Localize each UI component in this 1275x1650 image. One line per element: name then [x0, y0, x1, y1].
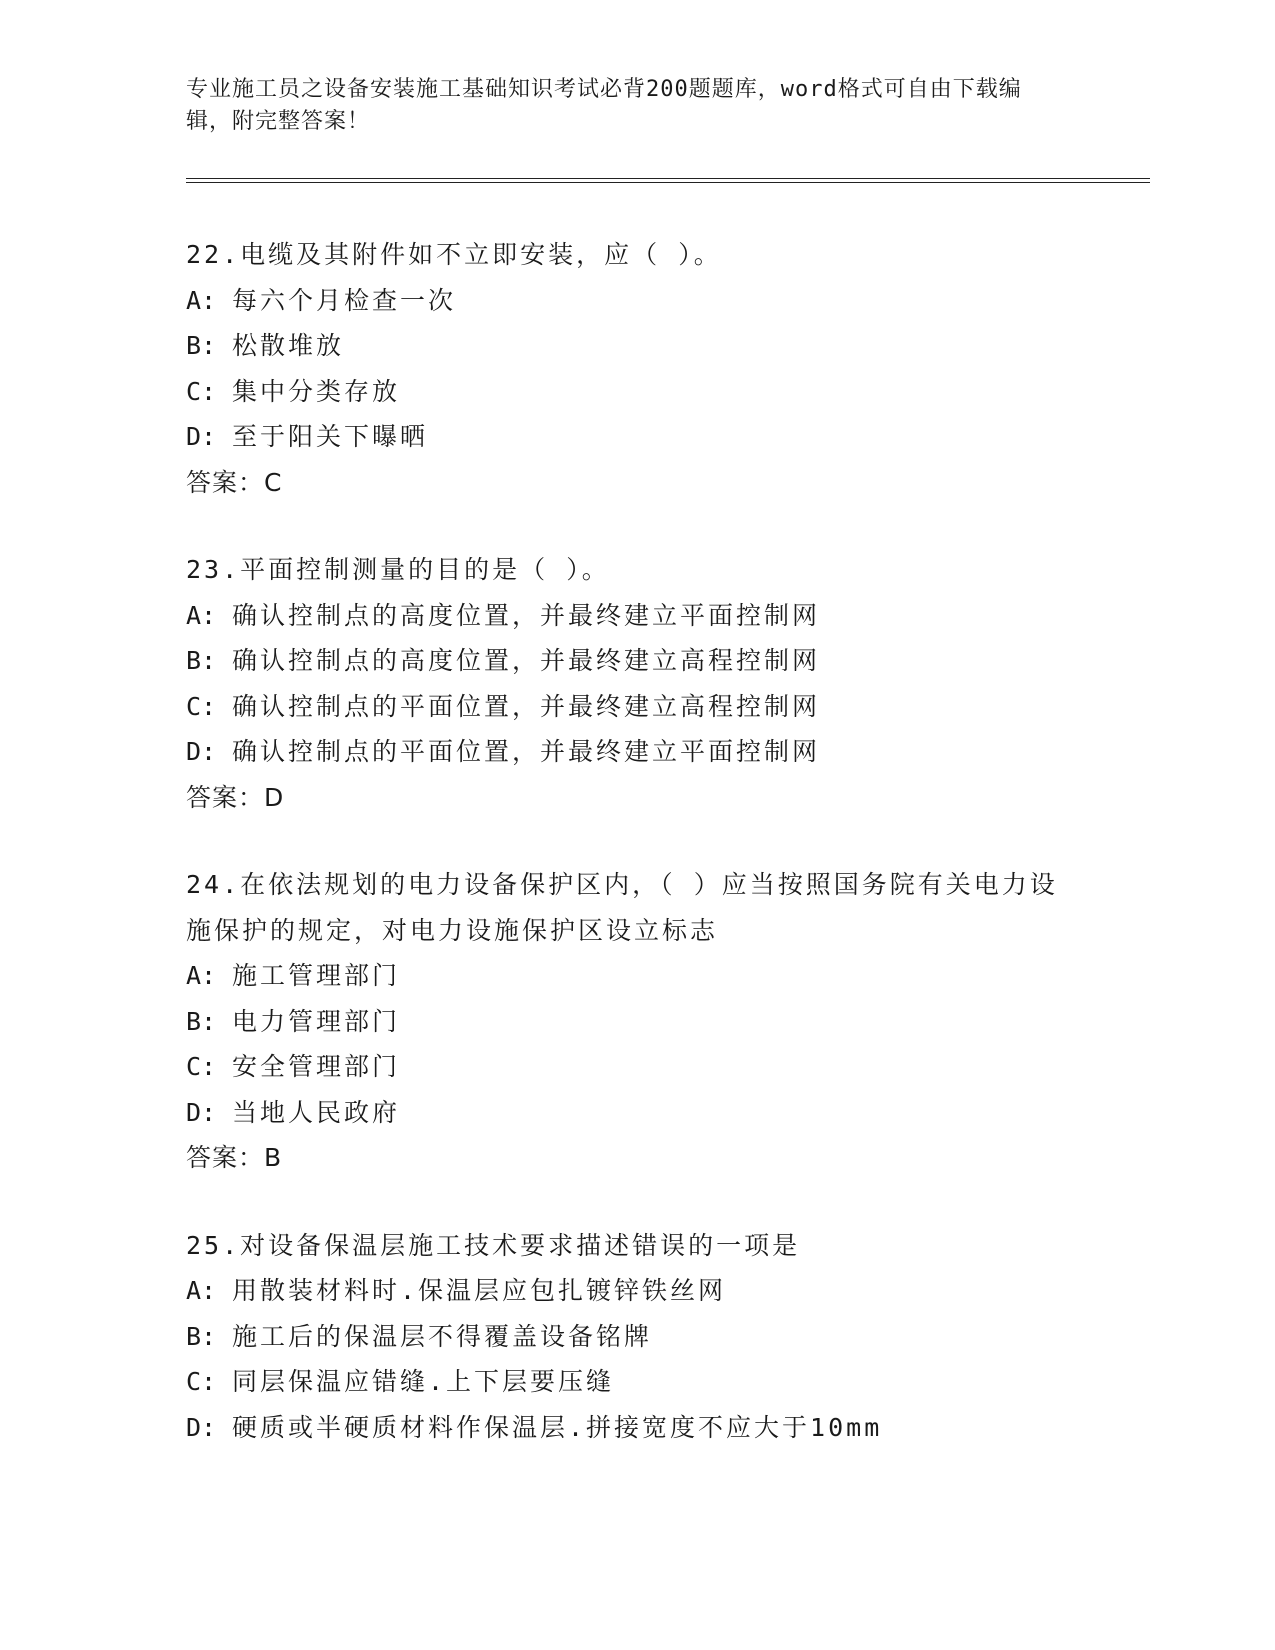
- option-c: [186, 369, 1086, 415]
- option-a: [186, 593, 1086, 639]
- answer-line: 答案：B: [186, 1143, 283, 1172]
- option-c: [186, 1359, 1086, 1405]
- question-stem: 25.对设备保温层施工技术要求描述错误的一项是: [186, 1230, 801, 1260]
- option-key: B:: [186, 1321, 217, 1351]
- option-key: C:: [186, 691, 217, 721]
- header-divider-bottom: [186, 182, 1150, 183]
- option-text: 安全管理部门: [232, 1052, 401, 1081]
- option-text: 同层保温应错缝.上下层要压缝: [232, 1367, 615, 1396]
- question-stem: 23.平面控制测量的目的是（ ）。: [186, 555, 610, 584]
- option-key: D:: [186, 737, 217, 766]
- question-24: [186, 862, 1086, 1181]
- option-d: [186, 1405, 1086, 1451]
- option-b: [186, 323, 1086, 369]
- option-text: 电力管理部门: [232, 1006, 401, 1036]
- option-text: 当地人民政府: [232, 1097, 401, 1127]
- option-d: [186, 729, 1086, 775]
- option-a: [186, 278, 1086, 324]
- answer-line: 答案：C: [186, 467, 283, 497]
- option-key: B:: [186, 646, 217, 675]
- option-key: C:: [186, 376, 217, 406]
- question-25: [186, 1223, 1086, 1451]
- option-text: 确认控制点的平面位置，并最终建立平面控制网: [232, 737, 821, 766]
- option-key: D:: [186, 422, 217, 451]
- option-key: C:: [186, 1367, 217, 1396]
- option-text: 集中分类存放: [232, 376, 401, 406]
- option-text: 确认控制点的高度位置，并最终建立平面控制网: [232, 600, 821, 630]
- option-a: [186, 1268, 1086, 1314]
- option-key: B:: [186, 1006, 217, 1036]
- option-d: [186, 1090, 1086, 1136]
- option-text: 至于阳关下曝晒: [232, 422, 429, 451]
- question-stem: 22.电缆及其附件如不立即安装，应（ ）。: [186, 240, 722, 269]
- option-text: 用散装材料时.保温层应包扎镀锌铁丝网: [232, 1276, 727, 1305]
- option-text: 松散堆放: [232, 331, 345, 360]
- option-text: 施工管理部门: [232, 961, 401, 990]
- header-divider-top: [186, 178, 1150, 179]
- answer-line: 答案：D: [186, 782, 285, 812]
- option-text: 每六个月检查一次: [232, 285, 457, 315]
- option-key: A:: [186, 961, 217, 990]
- document-header: 专业施工员之设备安装施工基础知识考试必背200题题库，word格式可自由下载编辑，附完整答案！: [186, 77, 1022, 134]
- option-b: [186, 999, 1086, 1045]
- option-a: [186, 953, 1086, 999]
- option-key: A:: [186, 1276, 217, 1305]
- option-text: 确认控制点的高度位置，并最终建立高程控制网: [232, 646, 821, 675]
- question-list: [186, 232, 1086, 1492]
- option-c: [186, 684, 1086, 730]
- option-key: A:: [186, 600, 217, 630]
- option-c: [186, 1044, 1086, 1090]
- question-22: [186, 232, 1086, 505]
- option-text: 确认控制点的平面位置，并最终建立高程控制网: [232, 691, 821, 721]
- option-d: [186, 414, 1086, 460]
- option-text: 施工后的保温层不得覆盖设备铭牌: [232, 1321, 653, 1351]
- option-text: 硬质或半硬质材料作保温层.拼接宽度不应大于10mm: [232, 1412, 883, 1442]
- option-key: B:: [186, 331, 217, 360]
- option-key: A:: [186, 285, 217, 315]
- question-23: [186, 547, 1086, 820]
- option-b: [186, 1314, 1086, 1360]
- option-b: [186, 638, 1086, 684]
- option-key: D:: [186, 1412, 217, 1442]
- option-key: D:: [186, 1097, 217, 1127]
- question-stem: 24.在依法规划的电力设备保护区内，（ ）应当按照国务院有关电力设施保护的规定，对电力设施保护区设立标志: [186, 870, 1058, 945]
- option-key: C:: [186, 1052, 217, 1081]
